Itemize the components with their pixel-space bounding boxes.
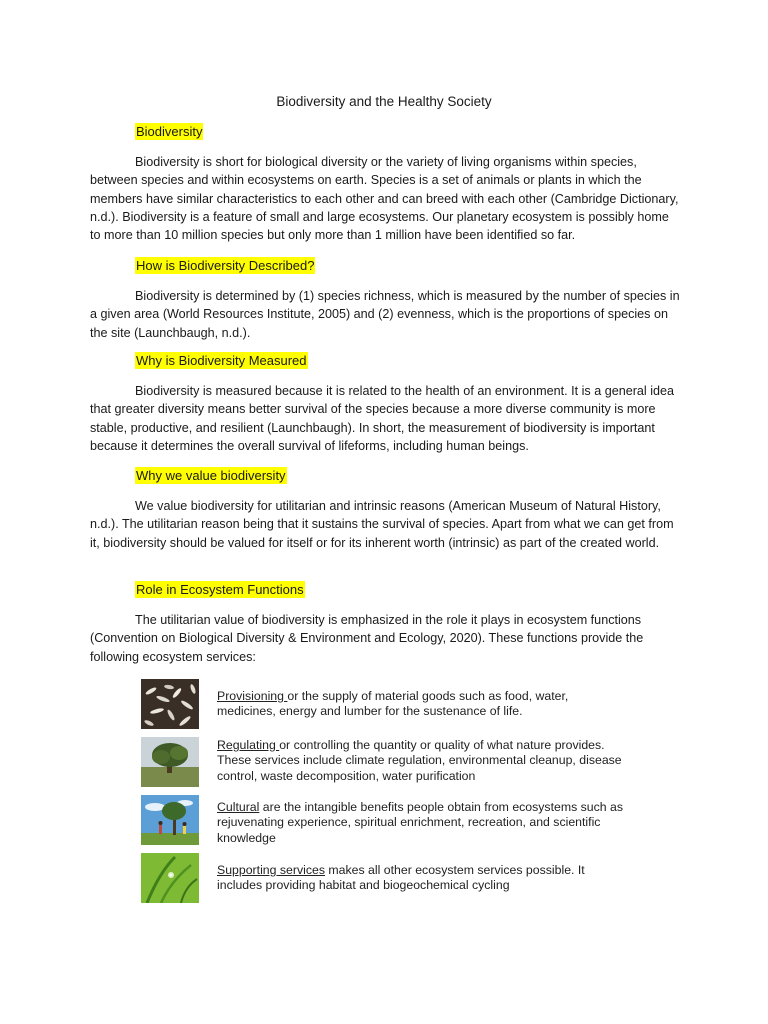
service-row-regulating <box>141 737 621 795</box>
service-text-cultural: Cultural are the intangible benefits people obtain from ecosystems such as rejuvenating experience, spiritual enrichment, recreation, and scientific knowledge <box>217 800 624 845</box>
service-row-provisioning <box>141 679 621 737</box>
grain-seeds-photo <box>141 679 199 729</box>
section-body-measured: Biodiversity is measured because it is related to the health of an environment. It is a general idea that greater diversity means better survival of the species because a more diverse community is more stable, productive, and resilient (Launchbaugh). In short, the measurement of biodiversity is important because it determines the overall survival of lifeforms, including human beings. <box>90 384 675 453</box>
section-body-biodiversity: Biodiversity is short for biological diversity or the variety of living organisms within species, between species and within ecosystems on earth. Species is a set of animals or plants in which the members have similar characteristics to each other and can breed with each other (Cambridge Dictionary, n.d.). Biodiversity is a feature of small and large ecosystems. Our planetary ecosystem is possibly home to more than 10 million species but only more than 1 million have been identified so far. <box>90 155 679 243</box>
service-text-supporting: Supporting services makes all other ecosystem services possible. It includes providing habitat and biogeochemical cycling <box>217 863 585 893</box>
service-row-supporting <box>141 853 621 911</box>
service-text-regulating: Regulating or controlling the quantity or quality of what nature provides. These services include climate regulation, environmental cleanup, disease control, waste decomposition, water purification <box>217 738 622 783</box>
section-heading-biodiversity: Biodiversity <box>136 124 203 139</box>
section-heading-described: How is Biodiversity Described? <box>136 258 315 273</box>
section-body-described: Biodiversity is determined by (1) species richness, which is measured by the number of species in a given area (World Resources Institute, 2005) and (2) evenness, which is the proportions of species on the site (Launchbaugh, n.d.). <box>90 289 680 340</box>
section-heading-value: Why we value biodiversity <box>136 468 286 483</box>
people-under-tree-photo <box>141 795 199 845</box>
section-body-ecosystem: The utilitarian value of biodiversity is emphasized in the role it plays in ecosystem functions (Convention on Biological Diversity & Environment and Ecology, 2020). These functions provide the following ecosystem services: <box>90 613 644 664</box>
section-heading-measured: Why is Biodiversity Measured <box>136 353 307 368</box>
section-body-value: We value biodiversity for utilitarian and intrinsic reasons (American Museum of Natural History, n.d.). The utilitarian reason being that it sustains the survival of species. Apart from what we can get from it, biodiversity should be valued for itself or for its inherent worth (intrinsic) as part of the created world. <box>90 499 674 550</box>
tree-landscape-photo <box>141 737 199 787</box>
service-row-cultural <box>141 795 624 853</box>
document-title: Biodiversity and the Healthy Society <box>276 94 492 109</box>
section-heading-ecosystem: Role in Ecosystem Functions <box>136 582 304 597</box>
service-text-provisioning: Provisioning or the supply of material goods such as food, water, medicines, energy and lumber for the sustenance of life. <box>217 689 569 719</box>
green-grass-dewdrop-photo <box>141 853 199 903</box>
